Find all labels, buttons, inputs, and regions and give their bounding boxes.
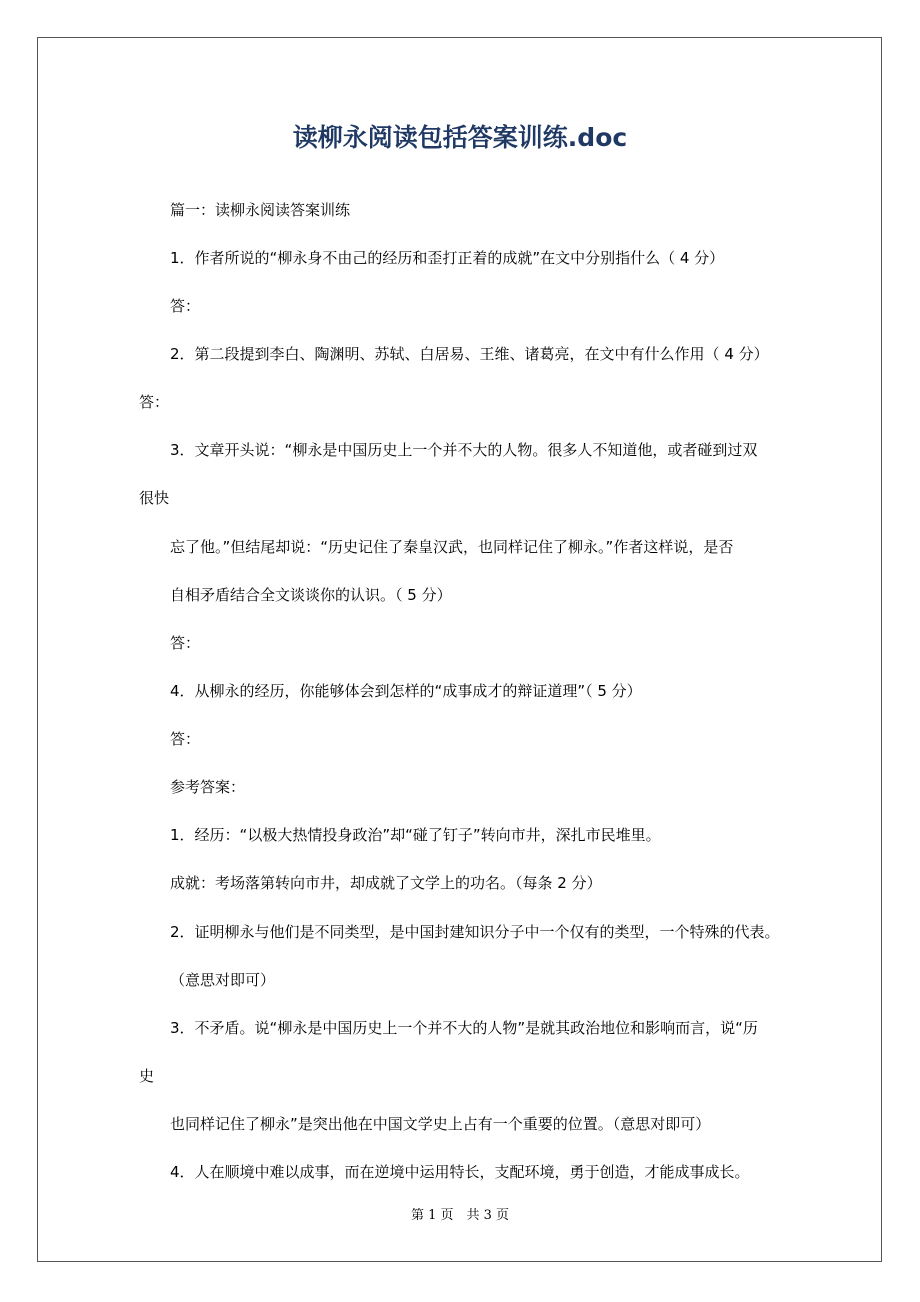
reference-answer-3-cont: 也同样记住了柳永”是突出他在中国文学史上占有一个重要的位置。（意思对即可）: [170, 1115, 711, 1133]
reference-answer-1: 1．经历：“以极大热情投身政治”却“碰了钉子”转向市井，深扎市民堆里。: [170, 826, 661, 844]
reference-answer-3: 3．不矛盾。说“柳永是中国历史上一个并不大的人物”是就其政治地位和影响而言，说“历: [170, 1019, 758, 1037]
question-3-cont: 忘了他。”但结尾却说：“历史记住了秦皇汉武，也同样记住了柳永。”作者这样说，是否: [170, 538, 734, 556]
page-footer: 第 1 页 共 3 页: [410, 1208, 510, 1223]
question-3: 3．文章开头说：“柳永是中国历史上一个并不大的人物。很多人不知道他，或者碰到过双: [170, 441, 758, 459]
reference-answer-2-cont: （意思对即可）: [170, 971, 276, 989]
question-2: 2．第二段提到李白、陶渊明、苏轼、白居易、王维、诸葛亮，在文中有什么作用（ 4 分）: [170, 345, 769, 363]
answer-label: 答：: [170, 297, 201, 315]
reference-answer-1-cont: 成就：考场落第转向市井，却成就了文学上的功名。（每条 2 分）: [170, 874, 602, 892]
answer-label: 答：: [170, 634, 201, 652]
section-heading: 篇一：读柳永阅读答案训练: [170, 201, 351, 219]
question-3-wrap: 很快: [139, 489, 170, 507]
question-3-cont: 自相矛盾结合全文谈谈你的认识。（ 5 分）: [170, 586, 452, 604]
page-border: [37, 37, 882, 1262]
reference-answer-2: 2．证明柳永与他们是不同类型，是中国封建知识分子中一个仅有的类型，一个特殊的代表。: [170, 923, 780, 941]
document-title: 读柳永阅读包括答案训练.doc: [292, 123, 628, 152]
reference-answer-3-wrap: 史: [139, 1067, 155, 1085]
reference-heading: 参考答案：: [170, 778, 246, 796]
answer-label: 答：: [139, 393, 170, 411]
answer-label: 答：: [170, 730, 201, 748]
reference-answer-4: 4．人在顺境中难以成事，而在逆境中运用特长，支配环境，勇于创造，才能成事成长。: [170, 1163, 750, 1181]
question-1: 1．作者所说的“柳永身不由己的经历和歪打正着的成就”在文中分别指什么（ 4 分）: [170, 249, 725, 267]
question-4: 4．从柳永的经历，你能够体会到怎样的“成事成才的辩证道理”（ 5 分）: [170, 682, 642, 700]
